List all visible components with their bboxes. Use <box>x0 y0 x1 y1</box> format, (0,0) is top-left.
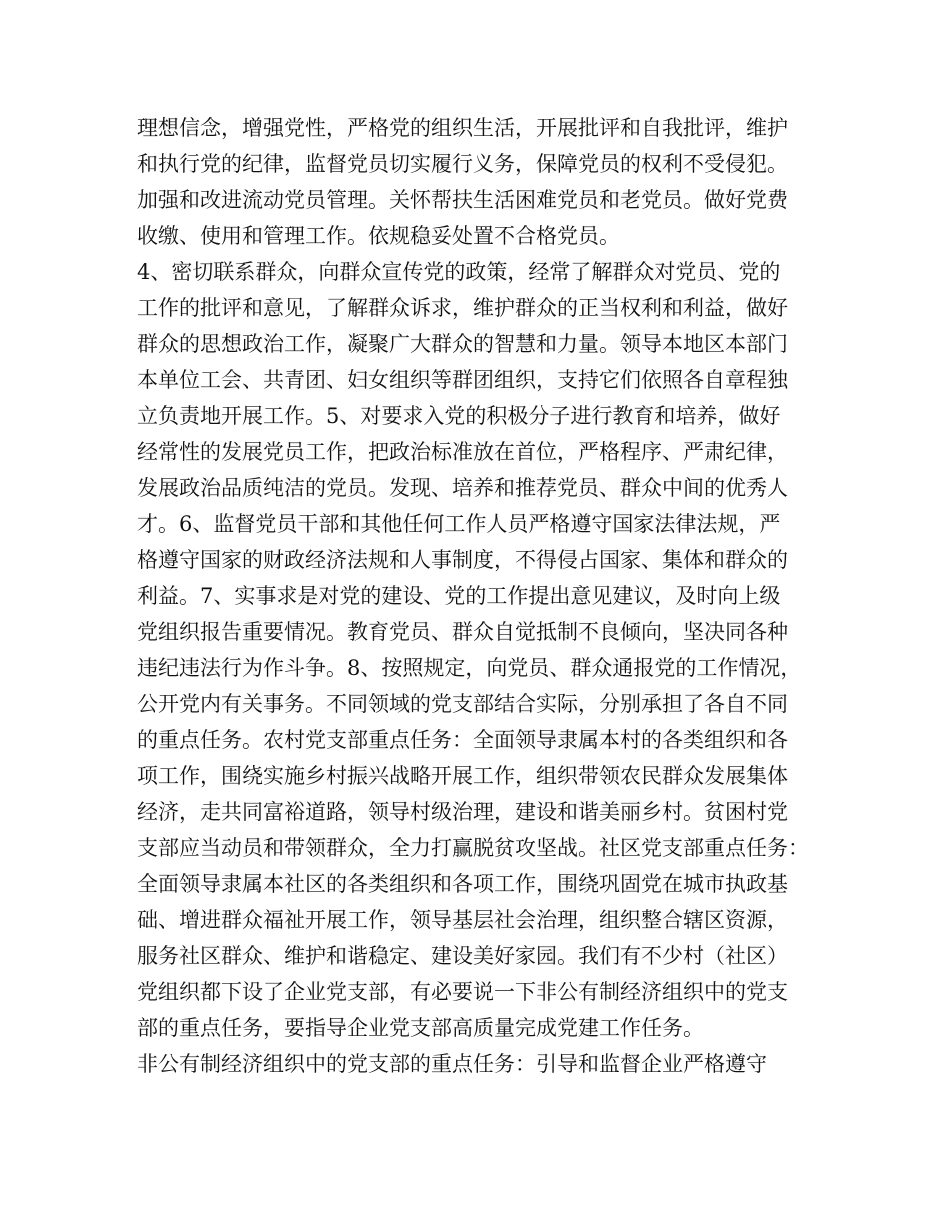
text-line-23: 础、增进群众福祉开展工作，领导基层社会治理，组织整合辖区资源， <box>137 908 788 932</box>
text-line-22: 全面领导隶属本社区的各类组织和各项工作，围绕巩固党在城市执政基 <box>137 872 788 896</box>
text-line-25: 党组织都下设了企业党支部，有必要说一下非公有制经济组织中的党支 <box>137 980 788 1004</box>
text-line-9: 立负责地开展工作。5、对要求入党的积极分子进行教育和培养，做好 <box>137 404 781 428</box>
text-line-24: 服务社区群众、维护和谐稳定、建设美好家园。我们有不少村（社区） <box>137 944 788 968</box>
text-line-12: 才。6、监督党员干部和其他任何工作人员严格遵守国家法律法规，严 <box>137 512 781 536</box>
text-line-16: 违纪违法行为作斗争。8、按照规定，向党员、群众通报党的工作情况， <box>137 656 802 680</box>
text-line-2: 和执行党的纪律，监督党员切实履行义务，保障党员的权利不受侵犯。 <box>137 152 788 176</box>
text-line-20: 经济，走共同富裕道路，领导村级治理，建设和谐美丽乡村。贫困村党 <box>137 800 788 824</box>
document-body <box>137 110 827 1082</box>
text-line-6: 工作的批评和意见，了解群众诉求，维护群众的正当权利和利益，做好 <box>137 296 788 320</box>
text-line-5: 4、密切联系群众，向群众宣传党的政策，经常了解群众对党员、党的 <box>137 260 781 284</box>
text-line-18: 的重点任务。农村党支部重点任务：全面领导隶属本村的各类组织和各 <box>137 728 788 752</box>
text-line-1: 理想信念，增强党性，严格党的组织生活，开展批评和自我批评，维护 <box>137 116 788 140</box>
text-line-14: 利益。7、实事求是对党的建设、党的工作提出意见建议，及时向上级 <box>137 584 781 608</box>
text-line-10: 经常性的发展党员工作，把政治标准放在首位，严格程序、严肃纪律， <box>137 440 788 464</box>
text-line-27: 非公有制经济组织中的党支部的重点任务：引导和监督企业严格遵守 <box>137 1052 767 1076</box>
text-line-19: 项工作，围绕实施乡村振兴战略开展工作，组织带领农民群众发展集体 <box>137 764 788 788</box>
text-line-4: 收缴、使用和管理工作。依规稳妥处置不合格党员。 <box>137 224 620 248</box>
text-line-7: 群众的思想政治工作，凝聚广大群众的智慧和力量。领导本地区本部门 <box>137 332 788 356</box>
text-line-8: 本单位工会、共青团、妇女组织等群团组织，支持它们依照各自章程独 <box>137 368 788 392</box>
text-line-26: 部的重点任务，要指导企业党支部高质量完成党建工作任务。 <box>137 1016 704 1040</box>
text-line-13: 格遵守国家的财政经济法规和人事制度，不得侵占国家、集体和群众的 <box>137 548 788 572</box>
text-line-17: 公开党内有关事务。不同领域的党支部结合实际，分别承担了各自不同 <box>137 692 788 716</box>
text-line-11: 发展政治品质纯洁的党员。发现、培养和推荐党员、群众中间的优秀人 <box>137 476 788 500</box>
text-line-21: 支部应当动员和带领群众，全力打赢脱贫攻坚战。社区党支部重点任务： <box>137 836 809 860</box>
text-line-15: 党组织报告重要情况。教育党员、群众自觉抵制不良倾向，坚决同各种 <box>137 620 788 644</box>
text-line-3: 加强和改进流动党员管理。关怀帮扶生活困难党员和老党员。做好党费 <box>137 188 788 212</box>
